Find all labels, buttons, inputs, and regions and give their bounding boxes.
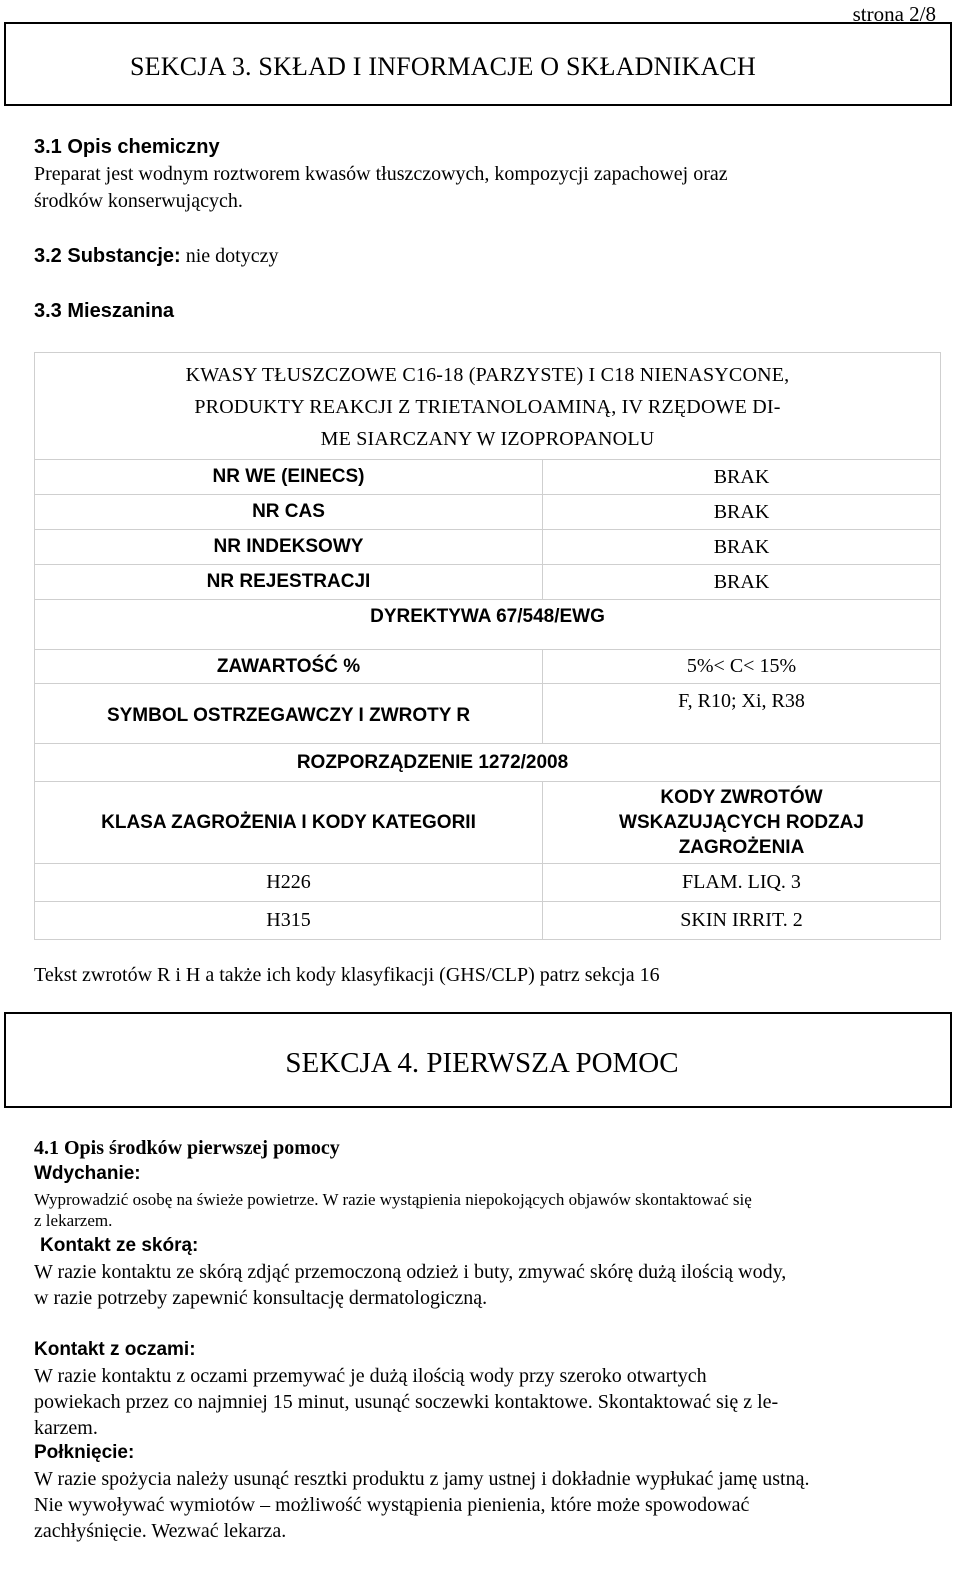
section-4-1 [34,1137,939,1544]
skin-line1: W razie kontaktu ze skórą zdjąć przemoczoną odzież i buty, zmywać skórę dużą ilością wody, [34,1261,787,1283]
section-3-3-heading: 3.3 Mieszanina [34,300,175,322]
section-4-1-heading: 4.1 Opis środków pierwszej pomocy [34,1137,340,1159]
hazard-category: SKIN IRRIT. 2 [543,902,941,940]
section-4-header [4,1012,952,1108]
identifier-value: BRAK [543,530,941,565]
class-label: KLASA ZAGROŻENIA I KODY KATEGORII [35,782,543,864]
section-3-2-heading: 3.2 Substancje: [34,245,181,267]
ingestion-line1: W razie spożycia należy usunąć resztki produktu z jamy ustnej i dokładnie wypłukać jamę ustną. [34,1468,810,1490]
codes-label-line3: ZAGROŻENIA [678,837,805,858]
hazard-category: FLAM. LIQ. 3 [543,864,941,902]
symbol-value: F, R10; Xi, R38 [543,684,941,744]
eyes-heading: Kontakt z oczami: [34,1339,196,1360]
hazard-code: H226 [35,864,543,902]
composition-table [34,352,941,940]
symbol-label: SYMBOL OSTRZEGAWCZY I ZWROTY R [35,684,543,744]
section-3-1-line1: Preparat jest wodnym roztworem kwasów tłuszczowych, kompozycji zapachowej oraz [34,163,728,185]
identifier-value: BRAK [543,460,941,495]
section-3-1-heading: 3.1 Opis chemiczny [34,136,220,158]
ingestion-heading: Połknięcie: [34,1442,135,1463]
table-row [35,684,941,744]
section-3-2-value: nie dotyczy [185,245,279,267]
page-number: strona 2/8 [852,2,936,26]
section-3-header [4,22,952,106]
section-3-2 [34,243,278,270]
section-3-title: SEKCJA 3. SKŁAD I INFORMACJE O SKŁADNIKACH [130,52,756,81]
identifier-value: BRAK [543,565,941,600]
regulation-cell: ROZPORZĄDZENIE 1272/2008 [35,744,941,782]
content-label: ZAWARTOŚĆ % [35,650,543,684]
table-row [35,650,941,684]
substance-name-line1: KWASY TŁUSZCZOWE C16-18 (PARZYSTE) I C18 NIENASYCONE, [185,364,790,386]
table-row [35,565,941,600]
eyes-line3: karzem. [34,1417,98,1439]
table-row [35,864,941,902]
substance-name-line2: PRODUKTY REAKCJI Z TRIETANOLOAMINĄ, IV RZĘDOWE DI- [194,396,781,418]
codes-label [543,782,941,864]
content-value: 5%< C< 15% [543,650,941,684]
inhalation-line2: z lekarzem. [34,1211,113,1230]
identifier-label: NR CAS [35,495,543,530]
substance-name-cell [35,353,941,460]
table-row [35,744,941,782]
identifier-label: NR WE (EINECS) [35,460,543,495]
substance-name-line3: ME SIARCZANY W IZOPROPANOLU [320,428,655,450]
section-4-title: SEKCJA 4. PIERWSZA POMOC [285,1047,679,1079]
ingestion-line3: zachłyśnięcie. Wezwać lekarza. [34,1520,287,1542]
table-row [35,782,941,864]
skin-line2: w razie potrzeby zapewnić konsultację dermatologiczną. [34,1287,488,1309]
section-3-1 [34,134,728,215]
codes-label-line2: WSKAZUJĄCYCH RODZAJ [619,812,864,833]
codes-label-line1: KODY ZWROTÓW [660,787,823,808]
table-row [35,460,941,495]
table-row [35,495,941,530]
table-row [35,600,941,650]
skin-heading: Kontakt ze skórą: [40,1235,199,1256]
eyes-line2: powiekach przez co najmniej 15 minut, usunąć soczewki kontaktowe. Skontaktować się z le- [34,1391,779,1413]
inhalation-heading: Wdychanie: [34,1163,141,1184]
ingestion-line2: Nie wywoływać wymiotów – możliwość wystąpienia pienienia, które może spowodować [34,1494,750,1516]
identifier-label: NR INDEKSOWY [35,530,543,565]
hazard-code: H315 [35,902,543,940]
eyes-line1: W razie kontaktu z oczami przemywać je dużą ilością wody przy szeroko otwartych [34,1365,707,1387]
section-3-1-line2: środków konserwujących. [34,190,243,212]
inhalation-line1: Wyprowadzić osobę na świeże powietrze. W razie wystąpienia niepokojących objawów skontaktować się [34,1190,752,1209]
table-row [35,530,941,565]
table-row [35,902,941,940]
identifier-label: NR REJESTRACJI [35,565,543,600]
directive-cell: DYREKTYWA 67/548/EWG [35,600,941,650]
identifier-value: BRAK [543,495,941,530]
table-note: Tekst zwrotów R i H a także ich kody klasyfikacji (GHS/CLP) patrz sekcja 16 [34,964,660,986]
